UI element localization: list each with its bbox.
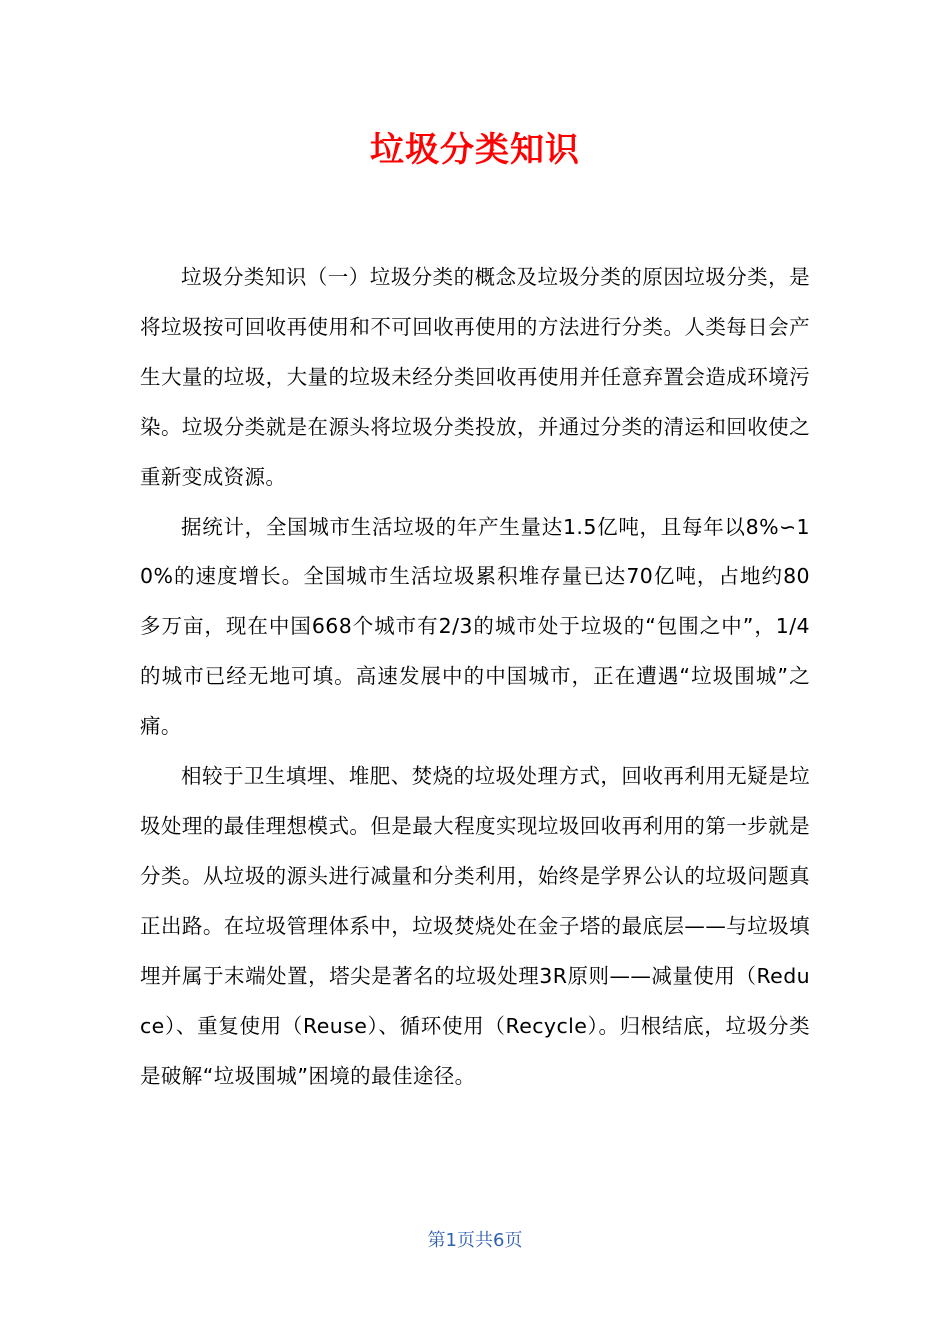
- page-number: 第1页共6页: [427, 1230, 523, 1251]
- paragraph-recycling: 相较于卫生填埋、堆肥、焚烧的垃圾处理方式，回收再利用无疑是垃圾处理的最佳理想模式。但是最大程度实现垃圾回收再利用的第一步就是分类。从垃圾的源头进行减量和分类利用，始终是学界公认的垃圾问题真正出路。在垃圾管理体系中，垃圾焚烧处在金子塔的最底层——与垃圾填埋并属于末端处置，塔尖是著名的垃圾处理3R原则——减量使用（Reduce）、重复使用（Reuse）、循环使用（Recycle）。归根结底，垃圾分类是破解“垃圾围城”困境的最佳途径。: [140, 764, 810, 1088]
- document-body: [140, 253, 810, 1101]
- document-title: 垃圾分类知识: [370, 130, 580, 170]
- paragraph-intro: 垃圾分类知识（一）垃圾分类的概念及垃圾分类的原因垃圾分类，是将垃圾按可回收再使用和不可回收再使用的方法进行分类。人类每日会产生大量的垃圾，大量的垃圾未经分类回收再使用并任意弃置会造成环境污染。垃圾分类就是在源头将垃圾分类投放，并通过分类的清运和回收使之重新变成资源。: [140, 265, 810, 489]
- paragraph-statistics: 据统计，全国城市生活垃圾的年产生量达1.5亿吨，且每年以8%∽10%的速度增长。全国城市生活垃圾累积堆存量已达70亿吨，占地约80多万亩，现在中国668个城市有2/3的城市处于垃圾的“包围之中”，1/4的城市已经无地可填。高速发展中的中国城市，正在遭遇“垃圾围城”之痛。: [140, 514, 810, 739]
